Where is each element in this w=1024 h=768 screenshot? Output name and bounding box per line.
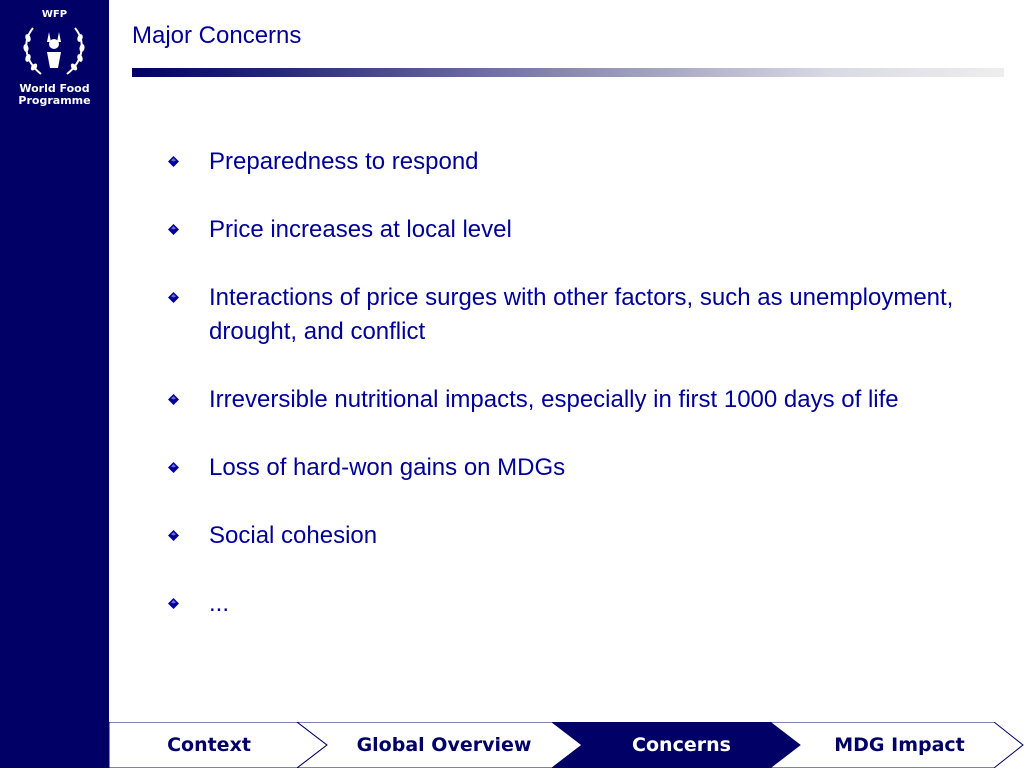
wheat-wreath-icon <box>19 22 89 80</box>
bullet-item <box>166 383 966 417</box>
nav-tab-concerns[interactable]: Concerns <box>632 734 731 756</box>
diamond-bullet-icon <box>168 394 179 405</box>
bullet-item <box>166 587 966 621</box>
diamond-bullet-icon <box>168 598 179 609</box>
diamond-bullet-icon <box>168 224 179 235</box>
nav-tab-global-overview[interactable]: Global Overview <box>356 734 532 756</box>
bullet-text: Irreversible nutritional impacts, especially in first 1000 days of life <box>209 386 899 413</box>
slide-title: Major Concerns <box>132 22 302 49</box>
bullet-item <box>166 519 966 553</box>
logo-abbreviation: WFP <box>41 9 68 20</box>
bullet-text: Social cohesion <box>209 522 378 549</box>
diamond-bullet-icon <box>168 292 179 303</box>
diamond-bullet-icon <box>168 156 179 167</box>
bullet-text: Loss of hard-won gains on MDGs <box>209 454 566 481</box>
logo-name-line2: Programme <box>18 94 91 107</box>
diamond-bullet-icon <box>168 462 179 473</box>
bullet-item <box>166 281 966 349</box>
nav-tab-mdg-impact[interactable]: MDG Impact <box>834 734 965 756</box>
diamond-bullet-icon <box>168 530 179 541</box>
bullet-list <box>166 145 966 655</box>
logo-name <box>0 83 109 107</box>
bullet-item <box>166 213 966 247</box>
bullet-text: ... <box>209 590 230 617</box>
bullet-text: Price increases at local level <box>209 216 512 243</box>
sidebar <box>0 0 109 768</box>
section-nav <box>109 722 1024 768</box>
wfp-logo <box>0 0 109 120</box>
bullet-item <box>166 451 966 485</box>
bullet-text: Interactions of price surges with other factors, such as unemployment, drought, and conflict <box>209 284 954 345</box>
title-divider <box>132 68 1004 77</box>
logo-name-line1: World Food <box>19 82 90 95</box>
nav-tab-context[interactable]: Context <box>167 734 251 756</box>
bullet-item <box>166 145 966 179</box>
bullet-text: Preparedness to respond <box>209 148 479 175</box>
